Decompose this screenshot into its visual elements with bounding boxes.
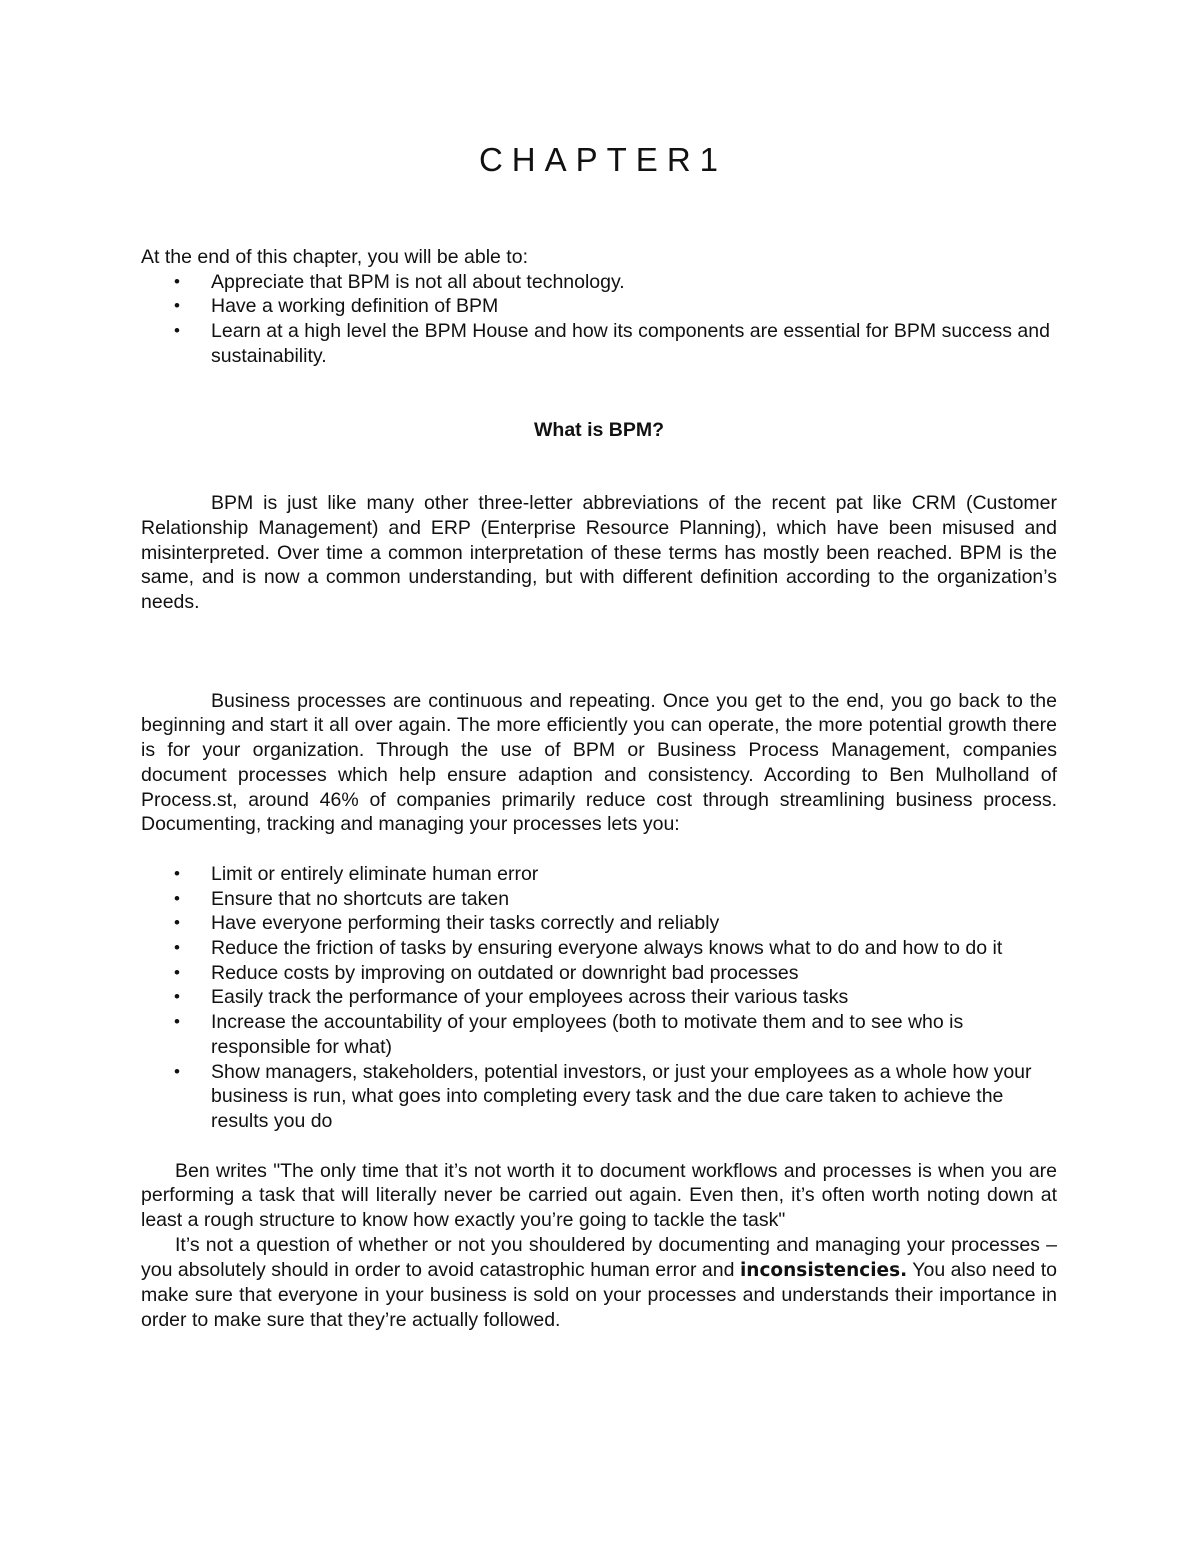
paragraph-abbreviations: BPM is just like many other three-letter abbreviations of the recent pat like CRM (Customer Relationship Management) and ERP (Enterprise Resource Planning), which have been misused and misinterpreted. Over time a common interpretation of these terms has mostly been reached. BPM is the same, and is now a common understanding, but with different definition according to the organization’s needs.	[141, 492, 1057, 614]
paragraph-business-processes: Business processes are continuous and repeating. Once you get to the end, you go back to the beginning and start it all over again. The more efficiently you can operate, the more potential growth there is for your organization. Through the use of BPM or Business Process Management, companies document processes which help ensure adaption and consistency. According to Ben Mulholland of Process.st, around 46% of companies primarily reduce cost through streamlining business process. Documenting, tracking and managing your processes lets you:	[141, 689, 1057, 836]
bullet-icon: •	[174, 863, 180, 883]
list-item: • Easily track the performance of your employees across their various tasks	[174, 986, 849, 1009]
emphasis-inconsistencies: inconsistencies.	[739, 1259, 908, 1281]
bullet-icon: •	[174, 1012, 180, 1032]
benefits-list	[141, 862, 1057, 1134]
list-item: • Show managers, stakeholders, potential investors, or just your employees as a whole how your business is run, what goes into completing every task and the due care taken to achieve the results you do	[174, 1060, 1032, 1132]
page-content	[141, 140, 1057, 1333]
list-item: • Reduce costs by improving on outdated or downright bad processes	[174, 961, 799, 984]
spacer	[141, 1134, 1057, 1159]
list-item: • Have everyone performing their tasks correctly and reliably	[174, 912, 720, 935]
list-item: • Reduce the friction of tasks by ensuring everyone always knows what to do and how to do it	[174, 937, 1003, 960]
list-item: • Increase the accountability of your employees (both to motivate them and to see who is responsible for what)	[174, 1011, 964, 1058]
list-item: • Learn at a high level the BPM House and how its components are essential for BPM success and sustainability.	[174, 320, 1050, 367]
bullet-icon: •	[174, 888, 180, 908]
bullet-icon: •	[174, 321, 180, 341]
list-item: • Limit or entirely eliminate human error	[174, 862, 539, 885]
list-item: • Appreciate that BPM is not all about technology.	[174, 270, 625, 293]
bullet-icon: •	[174, 271, 180, 291]
objectives-list	[141, 270, 1057, 369]
bullet-icon: •	[174, 913, 180, 933]
paragraph-quote: Ben writes "The only time that it’s not worth it to document workflows and processes is when you are performing a task that will literally never be carried out again. Even then, it’s often worth noting down at least a rough structure to know how exactly you’re going to tackle the task"	[141, 1159, 1057, 1232]
chapter-title: CHAPTER1	[478, 141, 728, 178]
bullet-icon: •	[174, 962, 180, 982]
bullet-icon: •	[174, 938, 180, 958]
spacer	[141, 664, 1057, 689]
bullet-icon: •	[174, 987, 180, 1007]
list-item: • Ensure that no shortcuts are taken	[174, 887, 510, 910]
paragraph-conclusion: It’s not a question of whether or not you shouldered by documenting and managing your processes – you absolutely should in order to avoid catastrophic human error and inconsistencies. You also need to make sure that everyone in your business is sold on your processes and understands their importance in order to make sure that they’re actually followed.	[141, 1233, 1057, 1331]
section-heading: What is BPM?	[534, 418, 664, 441]
spacer	[141, 837, 1057, 862]
bullet-icon: •	[174, 1061, 180, 1081]
bullet-icon: •	[174, 296, 180, 316]
list-item: • Have a working definition of BPM	[174, 295, 499, 318]
intro-lead: At the end of this chapter, you will be able to:	[141, 246, 528, 268]
